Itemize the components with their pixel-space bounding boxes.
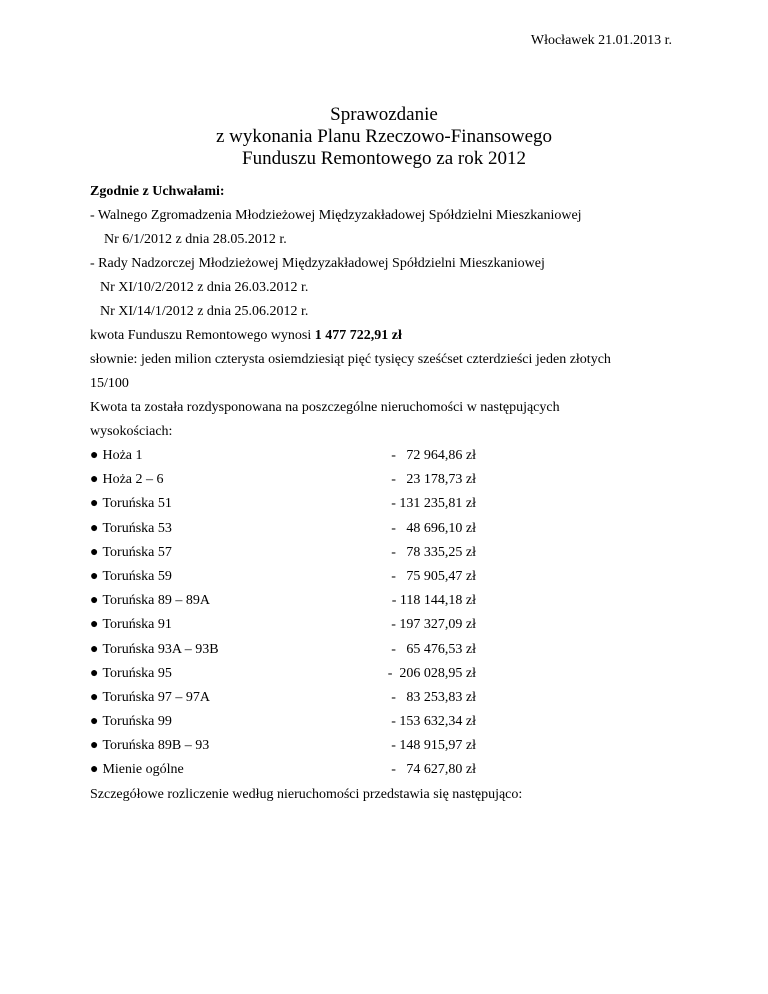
bullet-icon: ● [90, 689, 99, 705]
property-amount: - 72 964,86 zł [391, 448, 476, 463]
document-date: Włocławek 21.01.2013 r. [530, 33, 672, 48]
property-name [90, 565, 172, 589]
property-amount: - 23 178,73 zł [391, 472, 476, 488]
list-item [90, 444, 690, 468]
property-name [90, 638, 219, 662]
property-name-text: Toruńska 59 [102, 568, 172, 584]
property-name-text: Hoża 1 [102, 448, 143, 463]
property-name-text: Toruńska 51 [102, 496, 172, 512]
bullet-icon: ● [90, 617, 99, 633]
property-name [90, 541, 172, 565]
property-amount: - 131 235,81 zł [391, 496, 476, 512]
property-name-text: Toruńska 53 [102, 520, 172, 536]
resolution-supervisory-board-number-1: Nr XI/10/2/2012 z dnia 26.03.2012 r. [100, 280, 309, 295]
property-name [90, 686, 210, 710]
list-item [90, 662, 690, 686]
property-name-text: Hoża 2 – 6 [102, 472, 164, 488]
resolution-general-assembly-number: Nr 6/1/2012 z dnia 28.05.2012 r. [104, 232, 287, 247]
property-name-text: Toruńska 93A – 93B [102, 641, 219, 657]
bullet-icon: ● [90, 448, 99, 463]
title-line-3: Funduszu Remontowego za rok 2012 [242, 148, 526, 169]
property-name [90, 734, 209, 758]
list-item [90, 589, 690, 613]
property-amount: - 148 915,97 zł [391, 738, 476, 754]
bullet-icon: ● [90, 641, 99, 657]
list-item [90, 565, 690, 589]
distribution-text-line-1: Kwota ta została rozdysponowana na poszczególne nieruchomości w następujących [90, 400, 560, 415]
list-item [90, 613, 690, 637]
list-item [90, 492, 690, 516]
bullet-icon: ● [90, 472, 99, 488]
title-line-2: z wykonania Planu Rzeczowo-Finansowego [215, 126, 553, 147]
fund-amount-label: kwota Funduszu Remontowego wynosi [90, 328, 315, 343]
property-amount: - 65 476,53 zł [391, 641, 476, 657]
property-name-text: Mienie ogólne [102, 762, 184, 778]
property-amount: - 153 632,34 zł [391, 714, 476, 730]
property-amount: - 78 335,25 zł [391, 544, 476, 560]
fund-amount-value: 1 477 722,91 zł [314, 328, 402, 343]
property-name [90, 710, 172, 734]
bullet-icon: ● [90, 714, 99, 730]
resolutions-heading: Zgodnie z Uchwałami: [90, 184, 225, 199]
property-amount: - 74 627,80 zł [391, 762, 476, 778]
property-name [90, 517, 172, 541]
resolution-supervisory-board-number-2: Nr XI/14/1/2012 z dnia 25.06.2012 r. [100, 304, 309, 319]
document-body [90, 180, 690, 807]
property-amount: - 197 327,09 zł [391, 617, 476, 633]
bullet-icon: ● [90, 496, 99, 512]
list-item [90, 710, 690, 734]
property-name-text: Toruńska 89B – 93 [102, 738, 210, 754]
resolution-general-assembly: - Walnego Zgromadzenia Młodzieżowej Międzyzakładowej Spółdzielni Mieszkaniowej [90, 208, 582, 223]
property-name-text: Toruńska 97 – 97A [102, 689, 210, 705]
property-name [90, 589, 210, 613]
resolution-supervisory-board: - Rady Nadzorczej Młodzieżowej Międzyzakładowej Spółdzielni Mieszkaniowej [90, 256, 545, 271]
document-title [0, 104, 768, 170]
bullet-icon: ● [90, 762, 99, 778]
bullet-icon: ● [90, 520, 99, 536]
property-name-text: Toruńska 91 [102, 617, 172, 633]
list-item [90, 517, 690, 541]
list-item [90, 541, 690, 565]
list-item [90, 686, 690, 710]
property-name-text: Toruńska 99 [102, 714, 172, 730]
property-name-text: Toruńska 95 [102, 665, 172, 681]
amount-in-words-line-1: słownie: jeden milion czterysta osiemdziesiąt pięć tysięcy sześćset czterdzieści jeden złotych [90, 352, 611, 367]
bullet-icon: ● [90, 665, 99, 681]
property-amount: - 118 144,18 zł [391, 593, 476, 609]
title-line-1: Sprawozdanie [330, 104, 438, 125]
distribution-text-line-2: wysokościach: [90, 424, 173, 439]
property-name [90, 444, 143, 468]
property-name-text: Toruńska 57 [102, 544, 172, 560]
closing-sentence: Szczegółowe rozliczenie według nieruchomości przedstawia się następująco: [90, 786, 523, 802]
property-name [90, 613, 172, 637]
list-item [90, 758, 690, 782]
allocation-list [90, 444, 690, 783]
list-item [90, 734, 690, 758]
list-item [90, 468, 690, 492]
property-amount: - 75 905,47 zł [391, 568, 476, 584]
property-name [90, 662, 172, 686]
amount-in-words-line-2: 15/100 [90, 376, 129, 391]
bullet-icon: ● [90, 544, 99, 560]
property-name [90, 468, 164, 492]
property-name-text: Toruńska 89 – 89A [102, 593, 210, 609]
bullet-icon: ● [90, 738, 99, 754]
property-amount: - 206 028,95 zł [387, 665, 476, 681]
bullet-icon: ● [90, 568, 99, 584]
property-name [90, 758, 184, 782]
property-amount: - 48 696,10 zł [391, 520, 476, 536]
property-name [90, 492, 172, 516]
fund-amount-line [90, 324, 690, 348]
property-amount: - 83 253,83 zł [391, 689, 476, 705]
list-item [90, 638, 690, 662]
bullet-icon: ● [90, 593, 99, 609]
